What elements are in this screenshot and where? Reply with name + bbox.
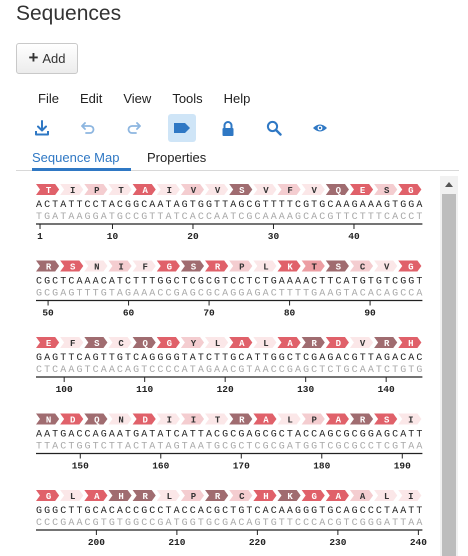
redo-icon bbox=[126, 120, 142, 136]
amino-acid-letter: A bbox=[359, 491, 366, 502]
amino-acid-letter: R bbox=[214, 262, 221, 273]
undo-icon bbox=[80, 120, 96, 136]
amino-acid-letter: E bbox=[45, 338, 52, 349]
scroll-up-icon[interactable] bbox=[445, 182, 453, 187]
position-label: 90 bbox=[364, 307, 376, 319]
amino-acid-letter: L bbox=[263, 262, 269, 273]
amino-acid-letter: N bbox=[118, 415, 124, 426]
amino-acid-letter: R bbox=[359, 415, 366, 426]
position-label: 30 bbox=[267, 231, 280, 242]
menu-tools[interactable]: Tools bbox=[172, 91, 203, 106]
position-label: 60 bbox=[122, 307, 135, 319]
amino-acid-letter: A bbox=[335, 415, 342, 426]
amino-acid-letter: V bbox=[359, 338, 366, 349]
amino-acid-letter: T bbox=[45, 185, 52, 196]
complement-strand: GCGAGTTTGTAGAAACCGAGCGCAGGAGACTTTTGAAGTACACAGCCA bbox=[36, 288, 423, 300]
active-tab-indicator bbox=[32, 168, 131, 171]
amino-acid-letter: F bbox=[142, 262, 148, 273]
position-label: 1 bbox=[37, 231, 43, 242]
dna-strand: GAGTTCAGTTGTCAGGGGTATCTTGCATTGGCTCGAGACGTTAGACAC bbox=[36, 353, 423, 364]
amino-acid-letter: S bbox=[239, 185, 245, 196]
position-label: 210 bbox=[168, 537, 186, 548]
amino-acid-letter: Q bbox=[142, 338, 148, 349]
amino-acid-letter: G bbox=[166, 262, 173, 273]
amino-acid-letter: F bbox=[70, 338, 76, 349]
amino-acid-letter: C bbox=[359, 262, 366, 273]
amino-acid-letter: P bbox=[190, 491, 197, 502]
amino-acid-letter: T bbox=[311, 262, 317, 273]
lock-button[interactable] bbox=[214, 114, 242, 142]
sequence-block bbox=[36, 261, 422, 319]
amino-acid-letter: Q bbox=[335, 185, 342, 196]
amino-acid-letter: Q bbox=[94, 415, 100, 426]
amino-acid-letter: T bbox=[214, 415, 221, 426]
menu-file[interactable]: File bbox=[38, 91, 59, 106]
amino-acid-letter: R bbox=[383, 338, 390, 349]
amino-acid-letter: C bbox=[239, 491, 245, 502]
search-icon bbox=[266, 120, 282, 136]
amino-acid-letter: N bbox=[45, 415, 52, 426]
position-label: 120 bbox=[216, 384, 234, 395]
amino-acid-letter: E bbox=[359, 185, 366, 196]
amino-acid-letter: S bbox=[335, 262, 342, 273]
amino-acid-letter: R bbox=[311, 338, 317, 349]
amino-acid-letter: G bbox=[45, 491, 52, 502]
amino-acid-letter: G bbox=[311, 491, 317, 502]
position-label: 180 bbox=[313, 460, 331, 472]
amino-acid-letter: I bbox=[70, 185, 76, 196]
tab-bar bbox=[16, 143, 459, 171]
menu-bar bbox=[38, 91, 271, 106]
amino-acid-letter: D bbox=[70, 415, 76, 426]
search-button[interactable] bbox=[260, 114, 288, 142]
position-label: 70 bbox=[203, 307, 215, 319]
position-label: 40 bbox=[348, 231, 360, 242]
complement-strand: TGATAAGGATGCCGTTATCACCAATCGCAAAAGCACGTTCTTTCACCT bbox=[36, 212, 423, 223]
position-label: 50 bbox=[42, 307, 54, 319]
amino-acid-letter: A bbox=[94, 491, 100, 502]
amino-acid-letter: R bbox=[142, 491, 148, 502]
amino-acid-letter: S bbox=[383, 415, 390, 426]
amino-acid-letter: I bbox=[166, 185, 173, 196]
amino-acid-letter: H bbox=[263, 491, 269, 502]
amino-acid-letter: A bbox=[335, 491, 342, 502]
amino-acid-letter: I bbox=[118, 262, 124, 273]
sequence-block bbox=[36, 184, 422, 242]
position-label: 100 bbox=[55, 384, 73, 395]
amino-acid-letter: G bbox=[408, 262, 414, 273]
position-label: 10 bbox=[106, 231, 119, 242]
amino-acid-letter: I bbox=[408, 415, 414, 426]
amino-acid-letter: G bbox=[408, 185, 414, 196]
sequence-map-panel[interactable] bbox=[26, 176, 438, 556]
amino-acid-letter: A bbox=[239, 338, 245, 349]
position-label: 20 bbox=[187, 231, 199, 242]
amino-acid-letter: L bbox=[383, 491, 390, 502]
dna-strand: CGCTCAAACATCTTTGGCTCGCGTCCTCTGAAAACTTCATGTGTCGGT bbox=[36, 276, 423, 288]
amino-acid-letter: H bbox=[118, 491, 124, 502]
amino-acid-letter: N bbox=[94, 262, 100, 273]
menu-view[interactable]: View bbox=[123, 91, 152, 106]
amino-acid-letter: V bbox=[311, 185, 317, 196]
position-label: 230 bbox=[329, 537, 347, 548]
position-label: 140 bbox=[377, 384, 395, 395]
tab-sequence-map[interactable]: Sequence Map bbox=[32, 150, 120, 165]
amino-acid-letter: A bbox=[263, 415, 269, 426]
amino-acid-letter: R bbox=[239, 415, 245, 426]
amino-acid-letter: P bbox=[239, 262, 245, 273]
dna-strand: AATGACCAGAATGATATCATTACGCGAGCGCTACCAGCGCGGAGCATT bbox=[36, 429, 423, 441]
scrollbar[interactable] bbox=[440, 176, 458, 556]
amino-acid-letter: R bbox=[45, 262, 52, 273]
position-label: 160 bbox=[152, 460, 170, 472]
tag-icon bbox=[173, 121, 191, 135]
position-label: 110 bbox=[136, 384, 154, 395]
lock-icon bbox=[220, 120, 236, 137]
amino-acid-letter: V bbox=[383, 262, 390, 273]
amino-acid-letter: I bbox=[166, 415, 173, 426]
position-label: 130 bbox=[297, 384, 315, 395]
add-button[interactable] bbox=[16, 43, 78, 74]
amino-acid-letter: G bbox=[166, 338, 173, 349]
complement-strand: CTCAAGTCAACAGTCCCCATAGAACGTAACCGAGCTCTGCAATCTGTG bbox=[36, 365, 423, 376]
dna-strand: GGGCTTGCACACCGCCTACCACGCTGTCACAAGGGTGCAGCCCTAATT bbox=[36, 506, 423, 517]
position-label: 150 bbox=[71, 460, 89, 472]
position-label: 220 bbox=[248, 537, 266, 548]
page-title: Sequences bbox=[16, 2, 122, 25]
sequence-block bbox=[36, 414, 422, 472]
amino-acid-letter: D bbox=[142, 415, 148, 426]
amino-acid-letter: A bbox=[287, 338, 293, 349]
amino-acid-letter: H bbox=[408, 338, 414, 349]
amino-acid-letter: I bbox=[408, 491, 414, 502]
amino-acid-letter: L bbox=[214, 338, 221, 349]
amino-acid-letter: K bbox=[287, 491, 293, 502]
complement-strand: CCCGAACGTGTGGCCGATGGTGCGACAGTGTTCCCACGTCGGGATTAA bbox=[36, 518, 423, 529]
tag-button[interactable] bbox=[168, 114, 196, 142]
amino-acid-letter: L bbox=[166, 491, 173, 502]
amino-acid-letter: V bbox=[214, 185, 221, 196]
sequence-block bbox=[36, 490, 427, 548]
amino-acid-letter: L bbox=[263, 338, 269, 349]
scroll-thumb[interactable] bbox=[442, 194, 456, 556]
amino-acid-letter: V bbox=[190, 185, 197, 196]
amino-acid-letter: Y bbox=[190, 338, 197, 349]
plus-icon: + bbox=[28, 47, 39, 67]
amino-acid-letter: L bbox=[287, 415, 293, 426]
sequence-block bbox=[36, 337, 422, 395]
amino-acid-letter: T bbox=[118, 185, 124, 196]
add-button-label: Add bbox=[42, 51, 66, 66]
amino-acid-letter: S bbox=[190, 262, 197, 273]
amino-acid-letter: I bbox=[190, 415, 197, 426]
amino-acid-letter: P bbox=[94, 185, 100, 196]
download-icon bbox=[34, 120, 50, 136]
position-label: 200 bbox=[87, 537, 105, 548]
position-label: 170 bbox=[232, 460, 250, 472]
dna-strand: ACTATTCCTACGGCAATAGTGGTTAGCGTTTTCGTGCAAGAAAGTGGA bbox=[36, 200, 423, 211]
amino-acid-letter: S bbox=[94, 338, 100, 349]
view-button[interactable] bbox=[306, 114, 334, 142]
amino-acid-letter: K bbox=[287, 262, 293, 273]
eye-icon bbox=[312, 122, 328, 134]
amino-acid-letter: C bbox=[118, 338, 124, 349]
amino-acid-letter: A bbox=[142, 185, 148, 196]
amino-acid-letter: F bbox=[287, 185, 293, 196]
redo-button[interactable] bbox=[120, 114, 148, 142]
tab-properties[interactable]: Properties bbox=[147, 150, 207, 165]
position-label: 80 bbox=[283, 307, 296, 319]
amino-acid-letter: P bbox=[311, 415, 317, 426]
amino-acid-letter: L bbox=[70, 491, 76, 502]
menu-edit[interactable]: Edit bbox=[79, 91, 103, 106]
position-label: 240 bbox=[409, 537, 427, 548]
complement-strand: TTACTGGTCTTACTATAGTAATGCGCTCGCGATGGTCGCGCCTCGTAA bbox=[36, 441, 423, 453]
download-button[interactable] bbox=[28, 114, 56, 142]
menu-help[interactable]: Help bbox=[223, 91, 251, 106]
amino-acid-letter: R bbox=[214, 491, 221, 502]
position-label: 190 bbox=[393, 460, 411, 472]
sequence-map bbox=[26, 176, 438, 556]
undo-button[interactable] bbox=[74, 114, 102, 142]
amino-acid-letter: D bbox=[335, 338, 342, 349]
amino-acid-letter: S bbox=[383, 185, 390, 196]
amino-acid-letter: S bbox=[70, 262, 76, 273]
amino-acid-letter: V bbox=[263, 185, 269, 196]
